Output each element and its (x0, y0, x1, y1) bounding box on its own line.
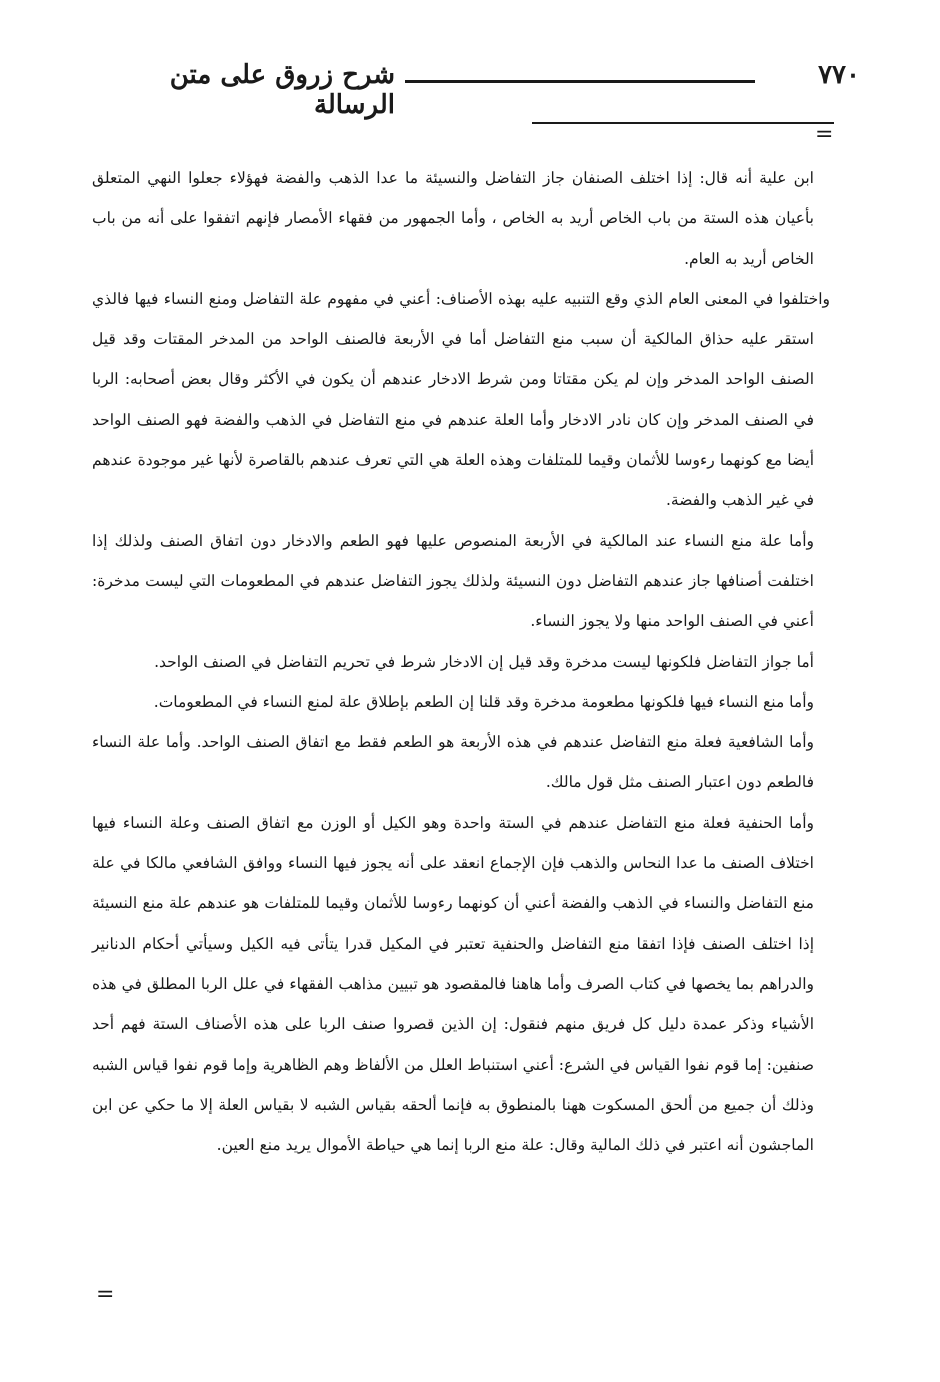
paragraph: وأما منع النساء فيها فلكونها مطعومة مدخرة وقد قلنا إن الطعم بإطلاق علة لمنع النساء في المطعومات. (153, 692, 814, 711)
paragraph: واختلفوا في المعنى العام الذي وقع التنبيه عليه بهذه الأصناف: أعني في مفهوم علة التفاضل ومنع النساء فيها فالذي استقر عليه حذاق المالكية أن سبب منع التفاضل أما في الأربعة فالصنف الواحد من المدخر المقتات وقد قيل الصنف الواحد المدخر وإن لم يكن مقتاتا ومن شرط الادخار عندهم أن يكون في الأكثر وقال بعض أصحابه: الربا في الصنف المدخر وإن كان نادر الادخار وأما العلة عندهم في منع التفاضل في الذهب والفضة فهو الصنف الواحد أيضا مع كونهما رءوسا للأثمان وقيما للمتلفات وهذه العلة هي التي تعرف عندهم بالقاصرة لأنها غير موجودة عندهم في غير الذهب والفضة. (92, 289, 830, 510)
running-title: شرح زروق على متن الرسالة (169, 60, 395, 120)
footnote-continuation-mark-bottom: = (96, 1282, 115, 1307)
header-rule (405, 80, 755, 83)
paragraph: وأما علة منع النساء عند المالكية في الأربعة المنصوص عليها فهو الطعم والادخار دون اتفاق الصنف ولذلك إذا اختلفت أصنافها جاز عندهم التفاضل دون النسيئة ولذلك يجوز التفاضل عندهم في المطعومات التي ليست مدخرة: أعني في الصنف الواحد منها ولا يجوز النساء. (92, 531, 814, 631)
footnote-continuation-mark-top: = (815, 122, 834, 147)
footnote-separator-rule (532, 122, 834, 124)
paragraph: وأما الشافعية فعلة منع التفاضل عندهم في هذه الأربعة هو الطعم فقط مع اتفاق الصنف الواحد. وأما علة النساء فالطعم دون اعتبار الصنف مثل قول مالك. (92, 733, 814, 792)
body-text (92, 158, 830, 1165)
paragraph: ابن علية أنه قال: إذا اختلف الصنفان جاز التفاضل والنسيئة ما عدا الذهب والفضة فهؤلاء جعلوا النهي المتعلق بأعيان هذه الستة من باب الخاص أريد به الخاص ، وأما الجمهور من فقهاء الأمصار فإنهم اتفقوا على أنه من باب الخاص أريد به العام. (92, 169, 814, 268)
paragraph: وأما الحنفية فعلة منع التفاضل عندهم في الستة واحدة وهو الكيل أو الوزن مع اتفاق الصنف وعلة النساء فيها اختلاف الصنف ما عدا النحاس والذهب فإن الإجماع انعقد على أنه يجوز فيها النساء ووافق الشافعي مالكا في علة منع التفاضل والنساء في الذهب والفضة أعني أن كونهما رءوسا للأثمان وقيما للمتلفات هو عندهم علة منع النسيئة إذا اختلف الصنف فإذا اتفقا منع التفاضل والحنفية تعتبر في المكيل قدرا يتأتى فيه الكيل وسيأتي أحكام الدنانير والدراهم بما يخصها في كتاب الصرف وأما هاهنا فالمقصود هو تبيين مذاهب الفقهاء في علل الربا المطلق في هذه الأشياء وذكر عمدة دليل كل فريق منهم فنقول: إن الذين قصروا صنف الربا على هذه الأصناف الستة فهم أحد صنفين: إما قوم نفوا القياس في الشرع: أعني استنباط العلل من الألفاظ وهم الظاهرية وإما قوم نفوا قياس الشبه وذلك أن جميع من ألحق المسكوت ههنا بالمنطوق به فإنما ألحقه بقياس الشبه لا بقياس العلة إلا ما حكي عن ابن الماجشون أنه اعتبر في ذلك المالية وقال: علة منع الربا إنما هي حياطة الأموال يريد منع العين. (92, 813, 814, 1155)
paragraph: أما جواز التفاضل فلكونها ليست مدخرة وقد قيل إن الادخار شرط في تحريم التفاضل في الصنف الواحد. (154, 652, 814, 671)
page-number: ٧٧٠ (818, 60, 860, 90)
